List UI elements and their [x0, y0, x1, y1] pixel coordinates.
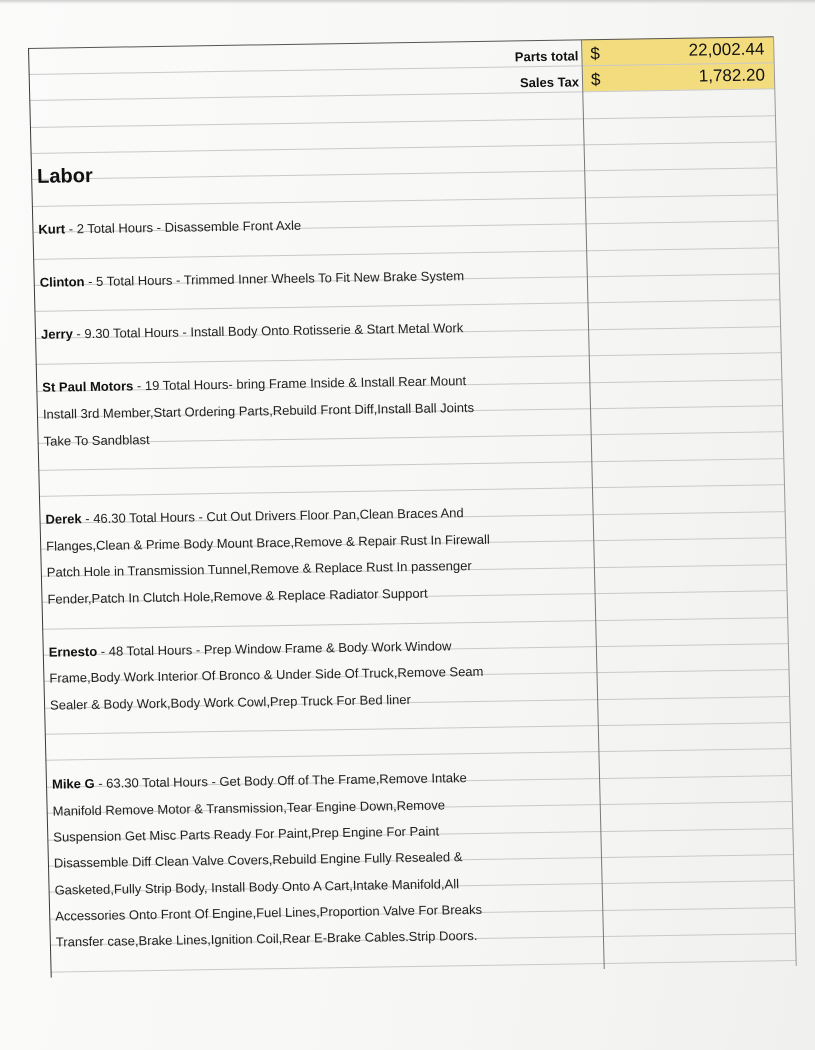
rule-line: [45, 748, 790, 761]
labor-entry-header: [41, 320, 464, 342]
rule-line: [30, 115, 775, 128]
parts-total-label: Parts total: [514, 48, 579, 65]
labor-entry-header: [38, 218, 301, 237]
labor-description: - 46.30 Total Hours - Cut Out Drivers Floor Pan,Clean Braces And: [85, 505, 464, 527]
worker-name: Kurt: [38, 221, 69, 237]
labor-entry-line: Frame,Body Work Interior Of Bronco & Under Side Of Truck,Remove Seam: [49, 663, 484, 686]
labor-entry-line: Flanges,Clean & Prime Body Mount Brace,Remove & Repair Rust In Firewall: [45, 531, 490, 554]
labor-description: - 2 Total Hours - Disassemble Front Axle: [68, 217, 302, 237]
labor-description: - 48 Total Hours - Prep Window Frame & Body Work Window: [100, 638, 452, 659]
rule-line: [42, 617, 787, 630]
worker-name: Derek: [45, 511, 86, 527]
rule-line: [33, 247, 778, 260]
labor-entry-line: Manifold Remove Motor & Transmission,Tear Engine Down,Remove: [52, 797, 446, 819]
labor-description: - 63.30 Total Hours - Get Body Off of The Frame,Remove Intake: [98, 770, 467, 791]
labor-entry-line: Suspension Get Misc Parts Ready For Paint,Prep Engine For Paint: [53, 823, 440, 845]
labor-entry-line: Transfer case,Brake Lines,Ignition Coil,Rear E-Brake Cables.Strip Doors.: [55, 927, 478, 950]
labor-entry-line: Install 3rd Member,Start Ordering Parts,Rebuild Front Diff,Install Ball Joints: [42, 399, 475, 422]
rule-line: [32, 194, 777, 207]
rule-line: [36, 352, 781, 365]
labor-entry-header: [45, 505, 463, 527]
labor-entry-line: Sealer & Body Work,Body Work Cowl,Prep Truck For Bed liner: [49, 691, 412, 713]
labor-entry-header: [49, 638, 452, 659]
scan-edge-shadow: [0, 0, 815, 4]
worker-name: Mike G: [51, 775, 99, 792]
labor-entry-line: Accessories Onto Front Of Engine,Fuel Lines,Proportion Valve For Breaks: [55, 901, 483, 924]
rule-line: [31, 167, 776, 180]
worker-name: St Paul Motors: [42, 378, 138, 395]
worker-name: Clinton: [39, 274, 89, 290]
labor-section-title: Labor: [36, 164, 93, 188]
labor-entry-line: Disassemble Diff Clean Valve Covers,Rebuild Engine Fully Resealed &: [53, 849, 463, 871]
rule-line: [38, 458, 783, 471]
labor-entry-line: Gasketed,Fully Strip Body, Install Body Onto A Cart,Intake Manifold,All: [54, 876, 460, 898]
parts-total-amount: 22,002.44: [688, 39, 765, 60]
labor-entry-line: Take To Sandblast: [43, 432, 150, 449]
sales-tax-amount: 1,782.20: [698, 65, 766, 86]
labor-entry-line: Patch Hole in Transmission Tunnel,Remove & Replace Rust In passenger: [46, 558, 472, 580]
rule-line: [31, 141, 776, 154]
labor-description: - 9.30 Total Hours - Install Body Onto Rotisserie & Start Metal Work: [76, 320, 464, 342]
rule-line: [34, 299, 779, 312]
labor-entry-line: Fender,Patch In Clutch Hole,Remove & Replace Radiator Support: [47, 585, 428, 607]
table-column-divider: [581, 39, 605, 969]
labor-entry-header: [42, 373, 466, 395]
labor-description: - 5 Total Hours - Trimmed Inner Wheels To Fit New Brake System: [87, 268, 465, 290]
sales-tax-currency: $: [590, 70, 601, 90]
worker-name: Ernesto: [48, 643, 101, 660]
labor-entry-header: [52, 770, 467, 792]
labor-entry-header: [40, 268, 465, 290]
invoice-table: [28, 36, 799, 977]
worker-name: Jerry: [40, 326, 77, 342]
rule-line: [45, 722, 790, 735]
parts-total-currency: $: [590, 44, 601, 64]
labor-description: - 19 Total Hours- bring Frame Inside & Install Rear Mount: [136, 373, 467, 394]
rule-line: [29, 88, 774, 101]
sales-tax-label: Sales Tax: [519, 74, 580, 91]
rule-line: [39, 484, 784, 497]
